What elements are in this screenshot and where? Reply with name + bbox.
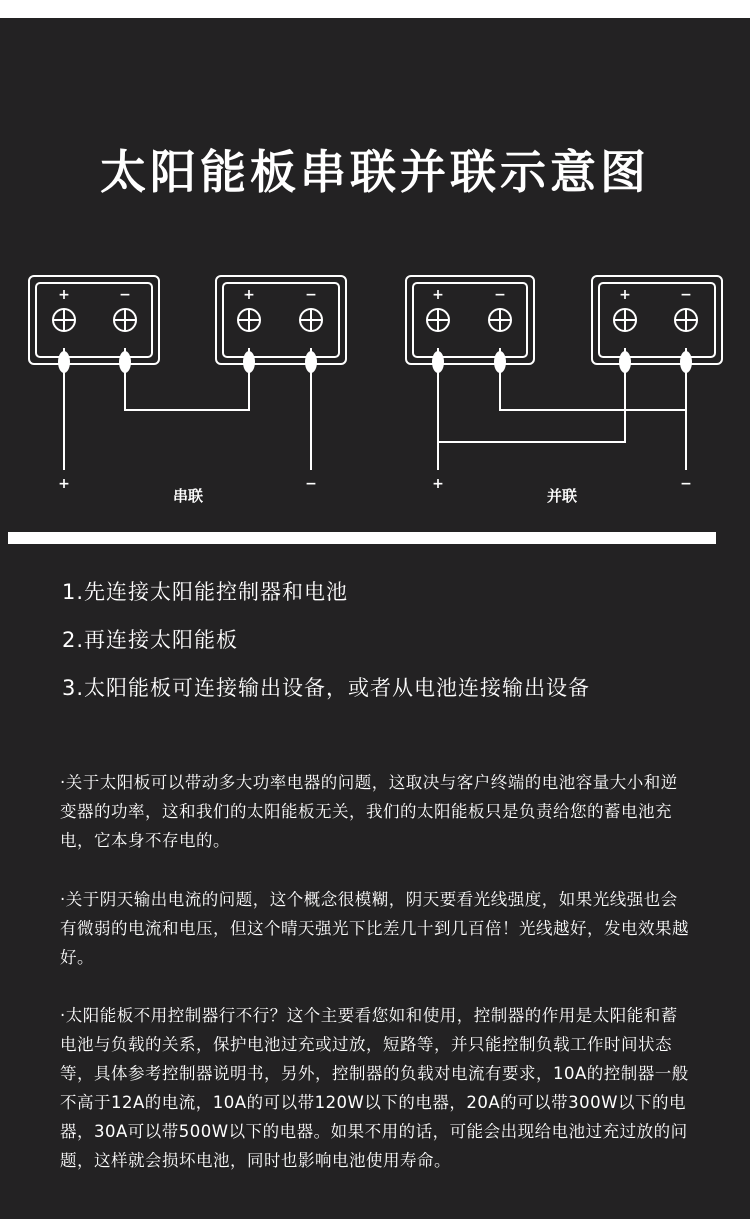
plus-label: + <box>243 287 255 303</box>
page-title: 太阳能板串联并联示意图 <box>100 145 650 199</box>
step-3: 3.太阳能板可连接输出设备，或者从电池连接输出设备 <box>62 676 591 700</box>
parallel-wires <box>438 348 686 470</box>
output-minus-label: − <box>305 476 317 492</box>
divider <box>8 532 716 544</box>
output-plus-label: + <box>432 476 444 492</box>
minus-label: − <box>119 287 131 303</box>
terminal-icon <box>238 309 260 331</box>
parallel-panel-1 <box>406 276 534 364</box>
step-2: 2.再连接太阳能板 <box>62 628 239 652</box>
minus-label: − <box>305 287 317 303</box>
terminal-icon <box>427 309 449 331</box>
terminal-icon <box>114 309 136 331</box>
series-panel-1 <box>29 276 159 364</box>
series-panel-2 <box>216 276 346 364</box>
solar-panel-wiring-diagram <box>0 18 750 518</box>
terminal-icon <box>300 309 322 331</box>
minus-label: − <box>494 287 506 303</box>
note-cloudy-output: ·关于阴天输出电流的问题，这个概念很模糊，阴天要看光线强度，如果光线强也会有微弱的电流和电压，但这个晴天强光下比差几十到几百倍！光线越好，发电效果越好。 <box>60 890 689 967</box>
minus-label: − <box>680 287 692 303</box>
note-power-capacity: ·关于太阳板可以带动多大功率电器的问题，这取决与客户终端的电池容量大小和逆变器的功率，这和我们的太阳能板无关，我们的太阳能板只是负责给您的蓄电池充电，它本身不存电的。 <box>60 773 678 850</box>
plus-label: + <box>619 287 631 303</box>
parallel-panel-2 <box>592 276 722 364</box>
terminal-icon <box>489 309 511 331</box>
lead-connectors <box>58 351 692 373</box>
terminal-icons <box>53 309 697 331</box>
note-controller: ·太阳能板不用控制器行不行？这个主要看您如和使用，控制器的作用是太阳能和蓄电池与负载的关系，保护电池过充或过放，短路等，并只能控制负载工作时间状态等，具体参考控制器说明书，另外，控制器的负载对电流有要求，10A的控制器一般不高于12A的电流，10A的可以带120W以下的电器，20A的可以带300W以下的电器，30A可以带500W以下的电器。如果不用的话，可能会出现给电池过充过放的问题，这样就会损坏电池，同时也影响电池使用寿命。 <box>60 1006 689 1170</box>
parallel-caption: 并联 <box>546 487 578 505</box>
output-minus-label: − <box>680 476 692 492</box>
terminal-icon <box>53 309 75 331</box>
page <box>0 18 750 1219</box>
series-wires <box>64 348 311 470</box>
output-plus-label: + <box>58 476 70 492</box>
series-caption: 串联 <box>172 487 204 505</box>
terminal-icon <box>675 309 697 331</box>
terminal-icon <box>614 309 636 331</box>
plus-label: + <box>58 287 70 303</box>
step-1: 1.先连接太阳能控制器和电池 <box>62 580 349 604</box>
plus-label: + <box>432 287 444 303</box>
